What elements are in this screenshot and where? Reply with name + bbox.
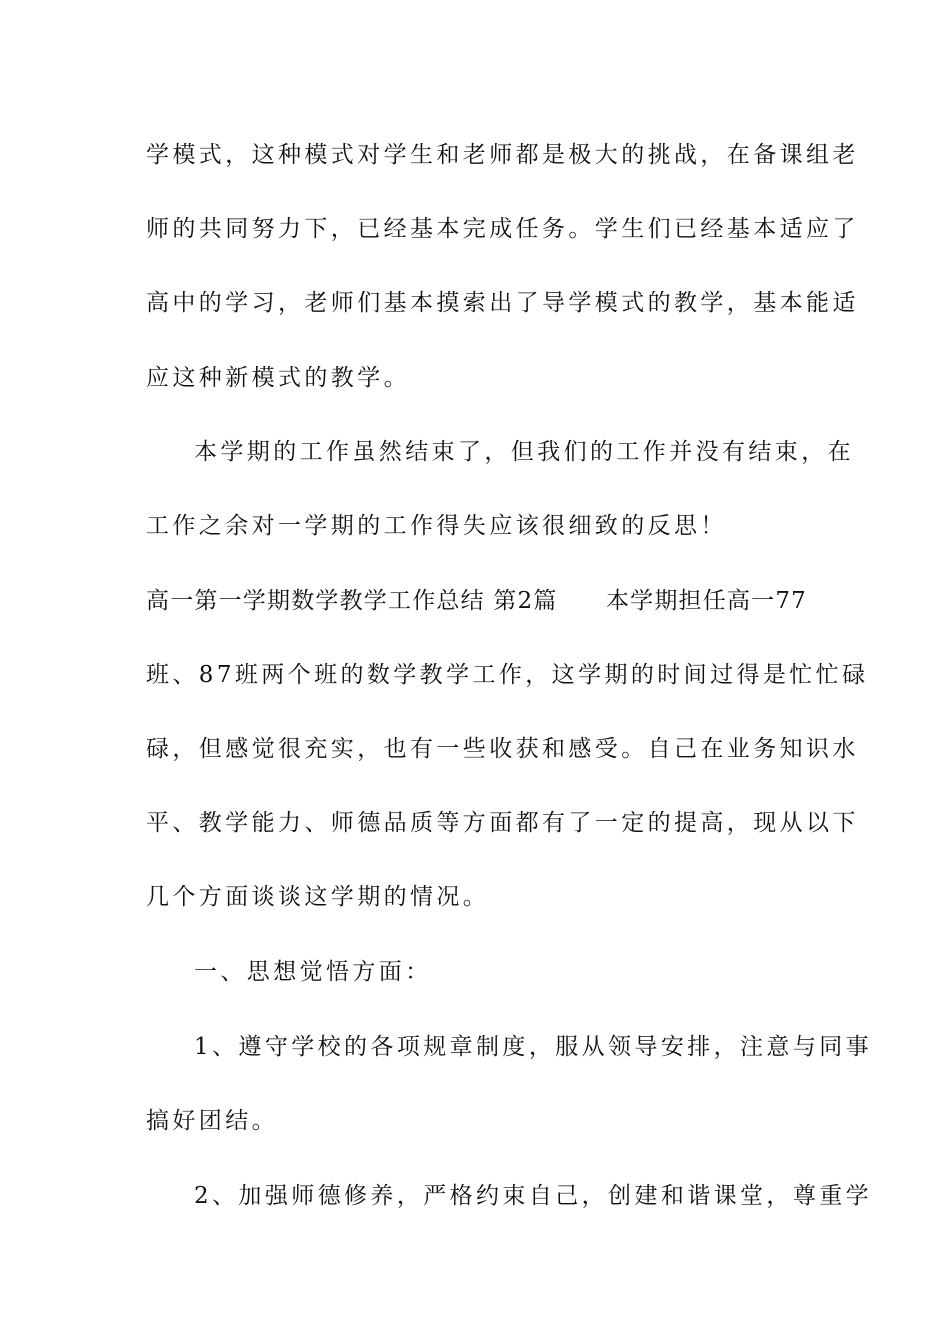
list-item-line: 1、遵守学校的各项规章制度，服从领导安排，注意与同事 (194, 1034, 873, 1060)
paragraph-line: 本学期的工作虽然结束了，但我们的工作并没有结束，在 (194, 439, 854, 465)
paragraph-line: 工作之余对一学期的工作得失应该很细致的反思！ (146, 513, 727, 539)
list-item-line: 搞好团结。 (146, 1108, 278, 1134)
paragraph-line: 班、87班两个班的数学教学工作，这学期的时间过得是忙忙碌 (146, 662, 869, 688)
paragraph-line: 学模式，这种模式对学生和老师都是极大的挑战，在备课组老 (146, 142, 859, 168)
list-item-line: 2、加强师德修养，严格约束自己，创建和谐课堂，尊重学 (194, 1183, 873, 1209)
paragraph-line: 平、教学能力、师德品质等方面都有了一定的提高，现从以下 (146, 810, 859, 836)
paragraph-line: 高中的学习，老师们基本摸索出了导学模式的教学，基本能适 (146, 290, 859, 316)
paragraph-line: 师的共同努力下，已经基本完成任务。学生们已经基本适应了 (146, 216, 859, 242)
section-heading-line: 高一第一学期数学教学工作总结 第2篇 本学期担任高一77 (146, 588, 808, 614)
paragraph-line: 应这种新模式的教学。 (146, 365, 410, 391)
paragraph-line: 几个方面谈谈这学期的情况。 (146, 884, 490, 910)
subheading-line: 一、思想觉悟方面： (194, 959, 432, 985)
paragraph-line: 碌，但感觉很充实，也有一些收获和感受。自己在业务知识水 (146, 736, 859, 762)
